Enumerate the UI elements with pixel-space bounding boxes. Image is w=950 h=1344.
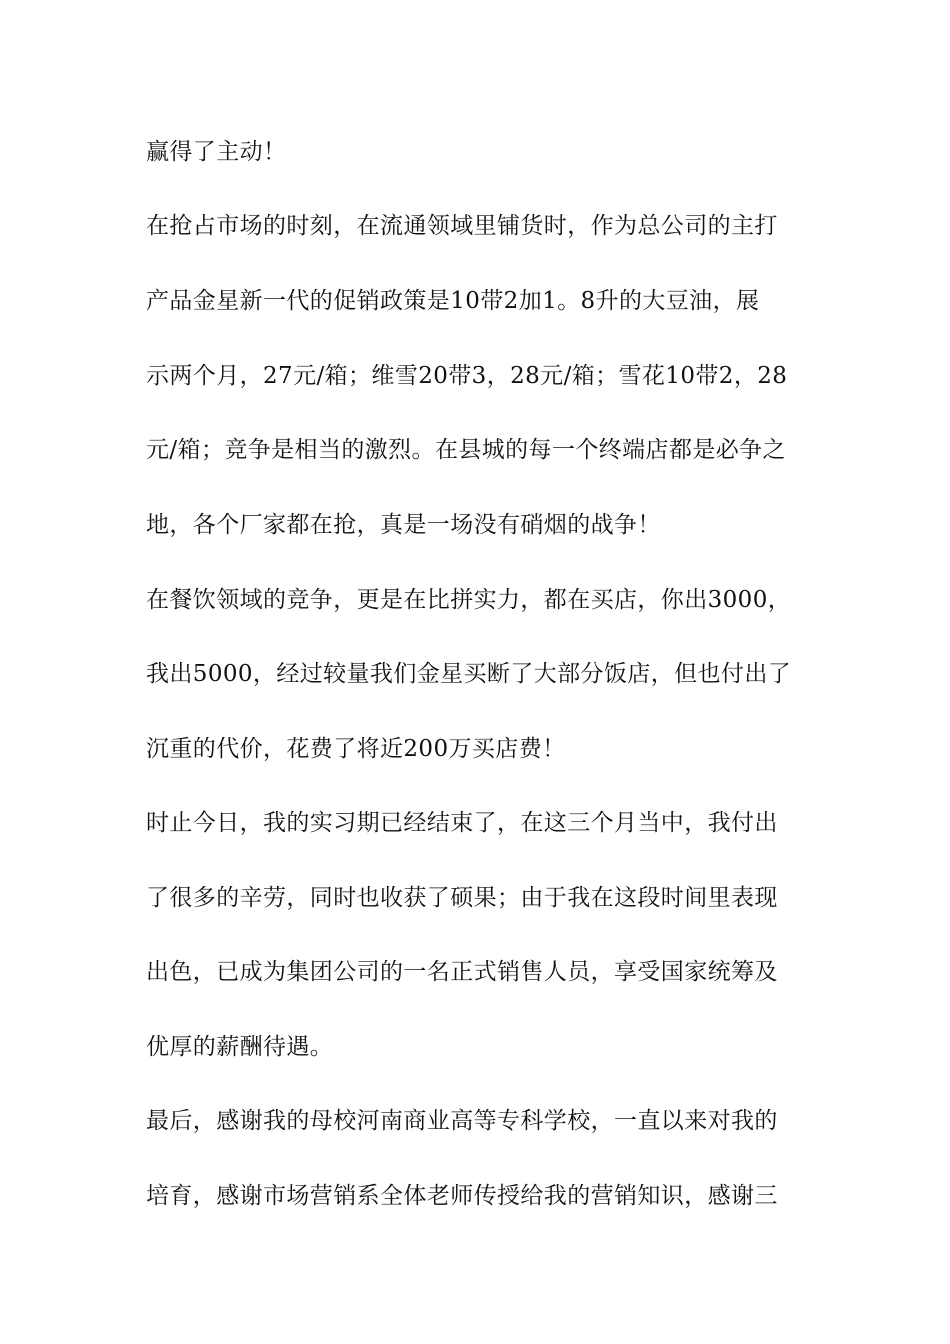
text-line: 元/箱；竞争是相当的激烈。在县城的每一个终端店都是必争之 — [146, 437, 786, 463]
text-line: 在餐饮领域的竞争，更是在比拼实力，都在买店，你出3000， — [146, 587, 792, 613]
text-line: 出色，已成为集团公司的一名正式销售人员，享受国家统筹及 — [146, 959, 778, 985]
text-line: 地，各个厂家都在抢，真是一场没有硝烟的战争！ — [146, 512, 661, 538]
text-line: 赢得了主动！ — [146, 139, 287, 165]
text-line: 沉重的代价，花费了将近200万买店费！ — [146, 736, 566, 762]
text-line: 我出5000，经过较量我们金星买断了大部分饭店，但也付出了 — [146, 661, 792, 687]
text-line: 最后，感谢我的母校河南商业高等专科学校，一直以来对我的 — [146, 1108, 778, 1134]
text-line: 优厚的薪酬待遇。 — [146, 1034, 334, 1060]
text-line: 了很多的辛劳，同时也收获了硕果；由于我在这段时间里表现 — [146, 885, 778, 911]
text-line: 在抢占市场的时刻，在流通领域里铺货时，作为总公司的主打 — [146, 213, 778, 239]
text-line: 培育，感谢市场营销系全体老师传授给我的营销知识，感谢三 — [146, 1183, 778, 1209]
text-line: 时止今日，我的实习期已经结束了，在这三个月当中，我付出 — [146, 810, 778, 836]
text-line: 产品金星新一代的促销政策是10带2加1。8升的大豆油，展 — [146, 288, 760, 314]
text-line: 示两个月，27元/箱；维雪20带3，28元/箱；雪花10带2，28 — [146, 363, 788, 389]
